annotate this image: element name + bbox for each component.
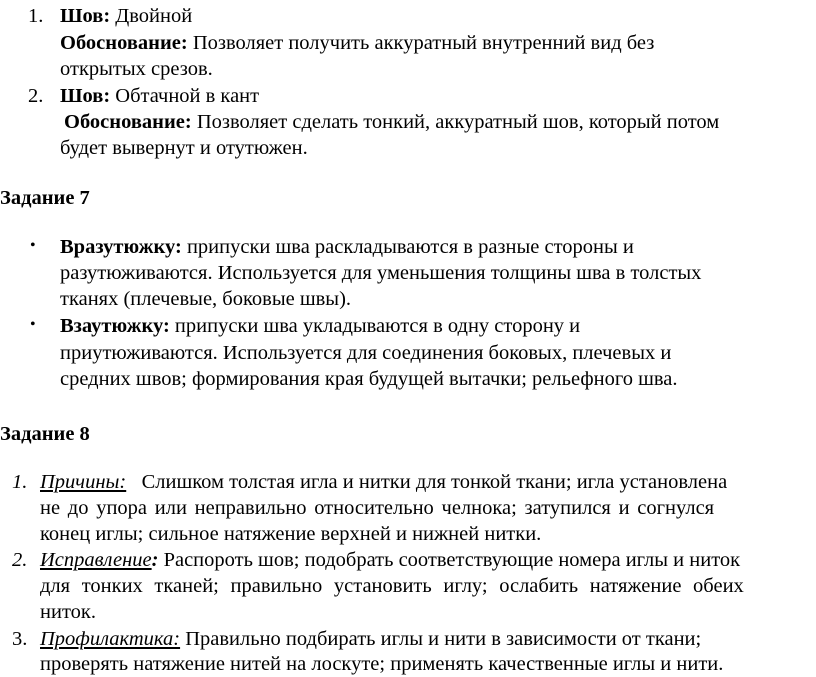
defect-line-cont: конец иглы; сильное натяжение верхней и нижней нитки. — [40, 523, 542, 545]
justification-text: Позволяет получить аккуратный внутренний вид без — [192, 32, 655, 54]
ironing-label: Взаутюжку: — [60, 315, 170, 337]
bullet-icon: • — [30, 316, 36, 333]
causes-text: Слишком толстая игла и нитки для тонкой ткани; игла установлена — [141, 471, 728, 493]
ironing-item-line — [60, 314, 580, 338]
seam-type-line — [60, 4, 192, 28]
ironing-item-line-cont: приутюживаются. Используется для соединения боковых, плечевых и — [60, 342, 672, 364]
seam-label: Шов: — [60, 85, 111, 107]
defect-line — [40, 548, 740, 572]
defect-line — [40, 627, 701, 651]
ironing-label: Вразутюжку: — [60, 236, 182, 258]
defect-line — [40, 470, 727, 494]
fix-label-colon: : — [151, 549, 159, 571]
seam-label: Шов: — [60, 5, 111, 27]
seam-type-line — [60, 84, 259, 108]
list-number: 1. — [12, 471, 28, 493]
list-number: 2. — [28, 85, 44, 107]
justification-label: Обоснование: — [60, 32, 188, 54]
list-number: 3. — [12, 628, 28, 650]
defect-line-cont: ниток. — [40, 601, 96, 623]
justification-text: Позволяет сделать тонкий, аккуратный шов, который потом — [196, 111, 720, 133]
defect-line-cont: проверять натяжение нитей на лоскуте; применять качественные иглы и нити. — [40, 653, 724, 675]
list-number: 2. — [12, 549, 28, 571]
task8-heading: Задание 8 — [0, 423, 90, 445]
ironing-item-line-cont: тканях (плечевые, боковые швы). — [60, 288, 352, 310]
list-number: 1. — [28, 5, 44, 27]
task7-heading: Задание 7 — [0, 187, 90, 209]
justification-line — [64, 110, 719, 134]
ironing-item-line-cont: средних швов; формирования края будущей вытачки; рельефного шва. — [60, 368, 678, 390]
justification-line — [60, 31, 654, 55]
justification-label: Обоснование: — [64, 111, 192, 133]
prevention-label: Профилактика: — [40, 628, 181, 650]
ironing-text: припуски шва укладываются в одну сторону и — [174, 315, 581, 337]
defect-line-cont: не до упора или неправильно относительно челнока; затупился и согнулся — [40, 497, 715, 519]
seam-value: Обтачной в кант — [115, 85, 260, 107]
ironing-item-line-cont: разутюживаются. Используется для уменьшения толщины шва в толстых — [60, 262, 702, 284]
causes-label: Причины: — [40, 471, 127, 493]
ironing-text: припуски шва раскладываются в разные стороны и — [186, 236, 634, 258]
justification-line-cont: открытых срезов. — [60, 58, 213, 80]
fix-label: Исправление — [40, 549, 152, 571]
seam-value: Двойной — [115, 5, 193, 27]
defect-line-cont: для тонких тканей; правильно установить иглу; ослабить натяжение обеих — [40, 575, 744, 597]
justification-line-cont: будет вывернут и отутюжен. — [60, 137, 308, 159]
prevention-text: Правильно подбирать иглы и нити в зависимости от ткани; — [185, 628, 702, 650]
bullet-icon: • — [30, 237, 36, 254]
ironing-item-line — [60, 235, 634, 259]
fix-text: Распороть шов; подобрать соответствующие номера иглы и ниток — [163, 549, 741, 571]
